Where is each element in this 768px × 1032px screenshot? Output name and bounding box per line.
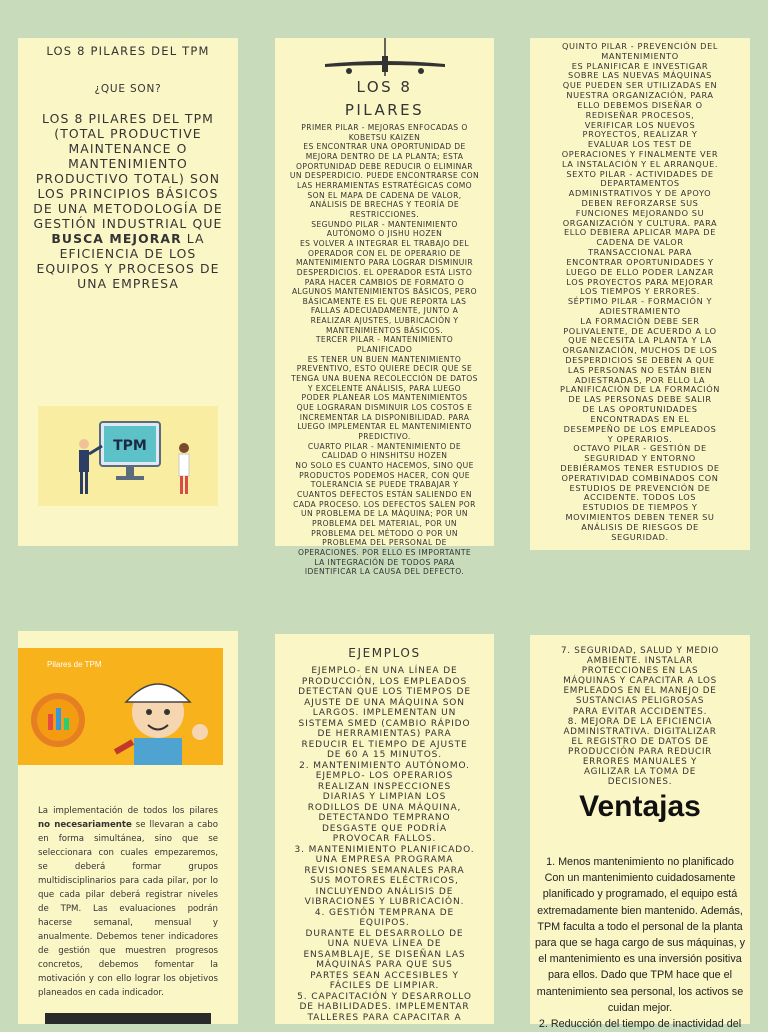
definition-text (30, 111, 226, 291)
panel-title: EJEMPLOS (348, 646, 421, 660)
examples-text: EJEMPLO- EN UNA LÍNEA DE PRODUCCIÓN, LOS EMPLEADOS DETECTAN QUE LOS TIEMPOS DE AJUSTE DE UNA MÁQUINA SON LARGOS. IMPLEMENTAN UN SISTEMA SMED (CAMBIO RÁPIDO DE HERRAMIENTAS) PARA REDUCIR EL TIEMPO DE AJUSTE DE 60 A 15 MINUTOS. 2. MANTENIMIENTO AUTÓNOMO. EJEMPLO- LOS OPERARIOS REALIZAN INSPECCIONES DIARIAS Y LIMPIAN LOS RODILLOS DE UNA MÁQUINA, DETECTANDO TEMPRANO DESGASTE QUE PODRÍA PROVOCAR FALLOS. 3. MANTENIMIENTO PLANIFICADO. UNA EMPRESA PROGRAMA REVISIONES SEMANALES PARA SUS MOTORES ELÉCTRICOS, INCLUYENDO ANÁLISIS DE VIBRACIONES Y LUBRICACIÓN. 4. GESTIÓN TEMPRANA DE EQUIPOS. DURANTE EL DESARROLLO DE UNA NUEVA LÍNEA DE ENSAMBLAJE, SE DISEÑAN LAS MÁQUINAS PARA QUE SUS PARTES SEAN ACCESIBLES Y FÁCILES DE LIMPIAR. 5. CAPACITACIÓN Y DESARROLLO DE HABILIDADES. IMPLEMENTAR TALLERES PARA CAPACITAR A (294, 666, 475, 1023)
definition-part: LOS 8 PILARES DEL TPM (TOTAL PRODUCTIVE MAINTENANCE O MANTENIMIENTO PRODUCTIVO TOTAL) SON LOS PRINCIPIOS BÁSICOS DE UNA METODOLOGÍA DE GESTIÓN INDUSTRIAL QUE (33, 111, 223, 231)
examples-continued-text: 7. SEGURIDAD, SALUD Y MEDIO AMBIENTE. INSTALAR PROTECCIONES EN LAS MÁQUINAS Y CAPACITAR A LOS EMPLEADOS EN EL MANEJO DE SUSTANCIAS PELIGROSAS PARA EVITAR ACCIDENTES. 8. MEJORA DE LA EFICIENCIA ADMINISTRATIVA. DIGITALIZAR EL REGISTRO DE DATOS DE PRODUCCIÓN PARA REDUCIR ERRORES MANUALES Y AGILIZAR LA TOMA DE DECISIONES. (560, 646, 720, 788)
tpm-label: TPM (113, 438, 147, 454)
airplane-icon (315, 38, 455, 78)
person-leg (85, 472, 88, 494)
panel-ventajas (530, 635, 750, 1031)
panel-implementacion (18, 631, 238, 1024)
implementation-text (38, 804, 218, 1000)
ventajas-heading: Ventajas (579, 790, 701, 823)
pillars-5-8-text: QUINTO PILAR - PREVENCIÓN DEL MANTENIMIENTO ES PLANIFICAR E INVESTIGAR SOBRE LAS NUEVAS MÁQUINAS QUE PUEDEN SER UTILIZADAS EN NUESTRA ORGANIZACIÓN, PARA ELLO DEBEMOS DISEÑAR O REDISEÑAR PROCESOS, VERIFICAR LOS NUEVOS PROYECTOS, REALIZAR Y EVALUAR LOS TEST DE OPERACIONES Y FINALMENTE VER LA INSTALACIÓN Y EL ARRANQUE. SEXTO PILAR - ACTIVIDADES DE DEPARTAMENTOS ADMINISTRATIVOS Y DE APOYO DEBEN REFORZARSE SUS FUNCIONES MEJORANDO SU ORGANIZACIÓN Y CULTURA. PARA ELLO DEBIERA APLICAR MAPA DE CADENA DE VALOR TRANSACCIONAL PARA ENCONTRAR OPORTUNIDADES Y LUEGO DE ELLO PODER LANZAR LOS PROYECTOS PARA MEJORAR LOS TIEMPOS Y ERRORES. SÉPTIMO PILAR - FORMACIÓN Y ADIESTRAMIENTO LA FORMACIÓN DEBE SER POLIVALENTE, DE ACUERDO A LO QUE NECESITA LA PLANTA Y LA ORGANIZACIÓN, MUCHOS DE LOS DESPERDICIOS SE DEBEN A QUE LAS PERSONAS NO ESTÁN BIEN ADIESTRADAS, POR ELLO LA PLANIFICACIÓN DE LA FORMACIÓN DE LAS PERSONAS DEBE SALIR DE LAS OPORTUNIDADES ENCONTRADAS EN EL DESEMPEÑO DE LOS EMPLEADOS Y OPERARIOS. OCTAVO PILAR - GESTIÓN DE SEGURIDAD Y ENTORNO DEBIÉRAMOS TENER ESTUDIOS DE OPERATIVIDAD COMBINADOS CON ESTUDIOS DE PREVENCIÓN DE ACCIDENTE. TODOS LOS ESTUDIOS DE TIEMPOS Y MOVIMIENTOS DEBEN TENER SU ANÁLISIS DE RIESGOS DE SEGURIDAD. (560, 41, 720, 542)
panel-los-8-pilares (275, 38, 494, 577)
question-heading: ¿QUE SON? (94, 83, 162, 95)
person-head (179, 443, 189, 453)
image-caption: Pilares de TPM (47, 660, 102, 669)
monitor-stand (126, 466, 134, 476)
panel-que-son (18, 38, 238, 546)
person-body (79, 450, 89, 472)
panel-title: LOS 8 PILARES (344, 78, 425, 119)
pillars-1-4-text: PRIMER PILAR - MEJORAS ENFOCADAS O KOBETSU KAIZEN ES ENCONTRAR UNA OPORTUNIDAD DE MEJORA DENTRO DE LA PLANTA; ESTA OPORTUNIDAD DEBE REDUCIR O ELIMINAR UN DESPERDICIO. PUEDE ENCONTRARSE CON LAS HERRAMIENTAS ESTRATÉGICAS COMO SON EL MAPA DE CADENA DE VALOR, ANÁLISIS DE BRECHAS Y TEORÍA DE RESTRICCIONES. SEGUNDO PILAR - MANTENIMIENTO AUTÓNOMO O JISHU HOZEN ES VOLVER A INTEGRAR EL TRABAJO DEL OPERADOR CON EL DE OPERARIO DE MANTENIMIENTO PARA LOGRAR DISMINUIR DESPERDICIOS. EL OPERADOR ESTÁ LISTO PARA HACER CAMBIOS DE FORMATO O ALGUNOS MANTENIMIENTOS BÁSICOS, PERO BÁSICAMENTE ES EL QUE REPORTA LAS FALLAS ADECUADAMENTE, JUNTO A REALIZAR AJUSTES, LUBRICACIÓN Y MANTENIMIENTOS BÁSICOS. TERCER PILAR - MANTENIMIENTO PLANIFICADO ES TENER UN BUEN MANTENIMIENTO PREVENTIVO, ESTO QUIERE DECIR QUE SE TENGA UNA BUENA RECOLECCIÓN DE DATOS Y EXCELENTE ANÁLISIS, PARA LUEGO PODER PLANEAR LOS MANTENIMIENTOS QUE LOGRARAN DISMINUIR LOS COSTOS E INCREMENTAR LA DISPONIBILIDAD. PARA LUEGO IMPLEMENTAR EL MANTENIMIENTO PREDICTIVO. CUARTO PILAR - MANTENIMIENTO DE CALIDAD O HINSHITSU HOZEN NO SOLO ES CUANTO HACEMOS, SINO QUE PRODUCTOS PODEMOS HACER, CON QUE TOLERANCIA SE PUEDE TRABAJAR Y CUANTOS DEFECTOS ESTÁN SALIENDO EN CADA PROCESO. LOS DEFECTOS SALEN POR UN PROBLEMA DE LA MÁQUINA; POR UN PROBLEMA DEL MATERIAL, POR UN PROBLEMA DEL MÉTODO O POR UN PROBLEMA DEL PERSONAL DE OPERACIONES. POR ELLO ES IMPORTANTE LA INTEGRACIÓN DE TODOS PARA IDENTIFICAR LA CAUSA DEL DEFECTO. (289, 123, 480, 577)
monitor-base (116, 476, 144, 480)
person-leg (180, 476, 183, 494)
implementation-part: La implementación de todos los pilares (38, 805, 218, 816)
definition-part: LA EFICIENCIA DE LOS EQUIPOS Y PROCESOS DE UNA EMPRESA (36, 231, 220, 291)
definition-emphasis: BUSCA MEJORAR (51, 231, 182, 246)
person-head (79, 439, 89, 449)
pilares-tpm-illustration (18, 648, 223, 765)
mascot-shirt (134, 738, 182, 765)
person-leg (80, 472, 83, 494)
person-leg (185, 476, 188, 494)
implementation-part: se llevaran a cabo en forma simultánea, sino que se seleccionara con cuales empezaremos, se deberá formar grupos multidisciplinarios para cada pilar, por lo que cada pilar deberá registrar niveles de TPM. Las evaluaciones podrán hacerse semanal, mensual y anualmente. Debemos tener indicadores de gestión que muestren progresos concretos, debemos fomentar la motivación y con ello lograr los objetivos planeados en cada indicador. (38, 819, 218, 998)
panel-pilares-5-8 (530, 38, 750, 550)
bottom-image-strip (45, 1013, 211, 1024)
person-body (179, 454, 189, 476)
implementation-emphasis: no necesariamente (38, 819, 132, 830)
thumbs-up-icon (192, 724, 208, 740)
panel-ejemplos (275, 634, 494, 1024)
tpm-illustration (38, 406, 218, 506)
ventajas-text: 1. Menos mantenimiento no planificado Con un mantenimiento cuidadosamente planificado y programado, el equipo está extremadamente bien mantenido. Además, TPM faculta a todo el personal de la planta para que se haga cargo de sus máquinas, y el mantenimiento es una inversión positiva para ellos. Dado que TPM hace que el mantenimiento sea personal, los activos se cuidan mejor. 2. Reducción del tiempo de inactividad del (534, 856, 746, 1031)
panel-title: LOS 8 PILARES DEL TPM (46, 44, 210, 58)
